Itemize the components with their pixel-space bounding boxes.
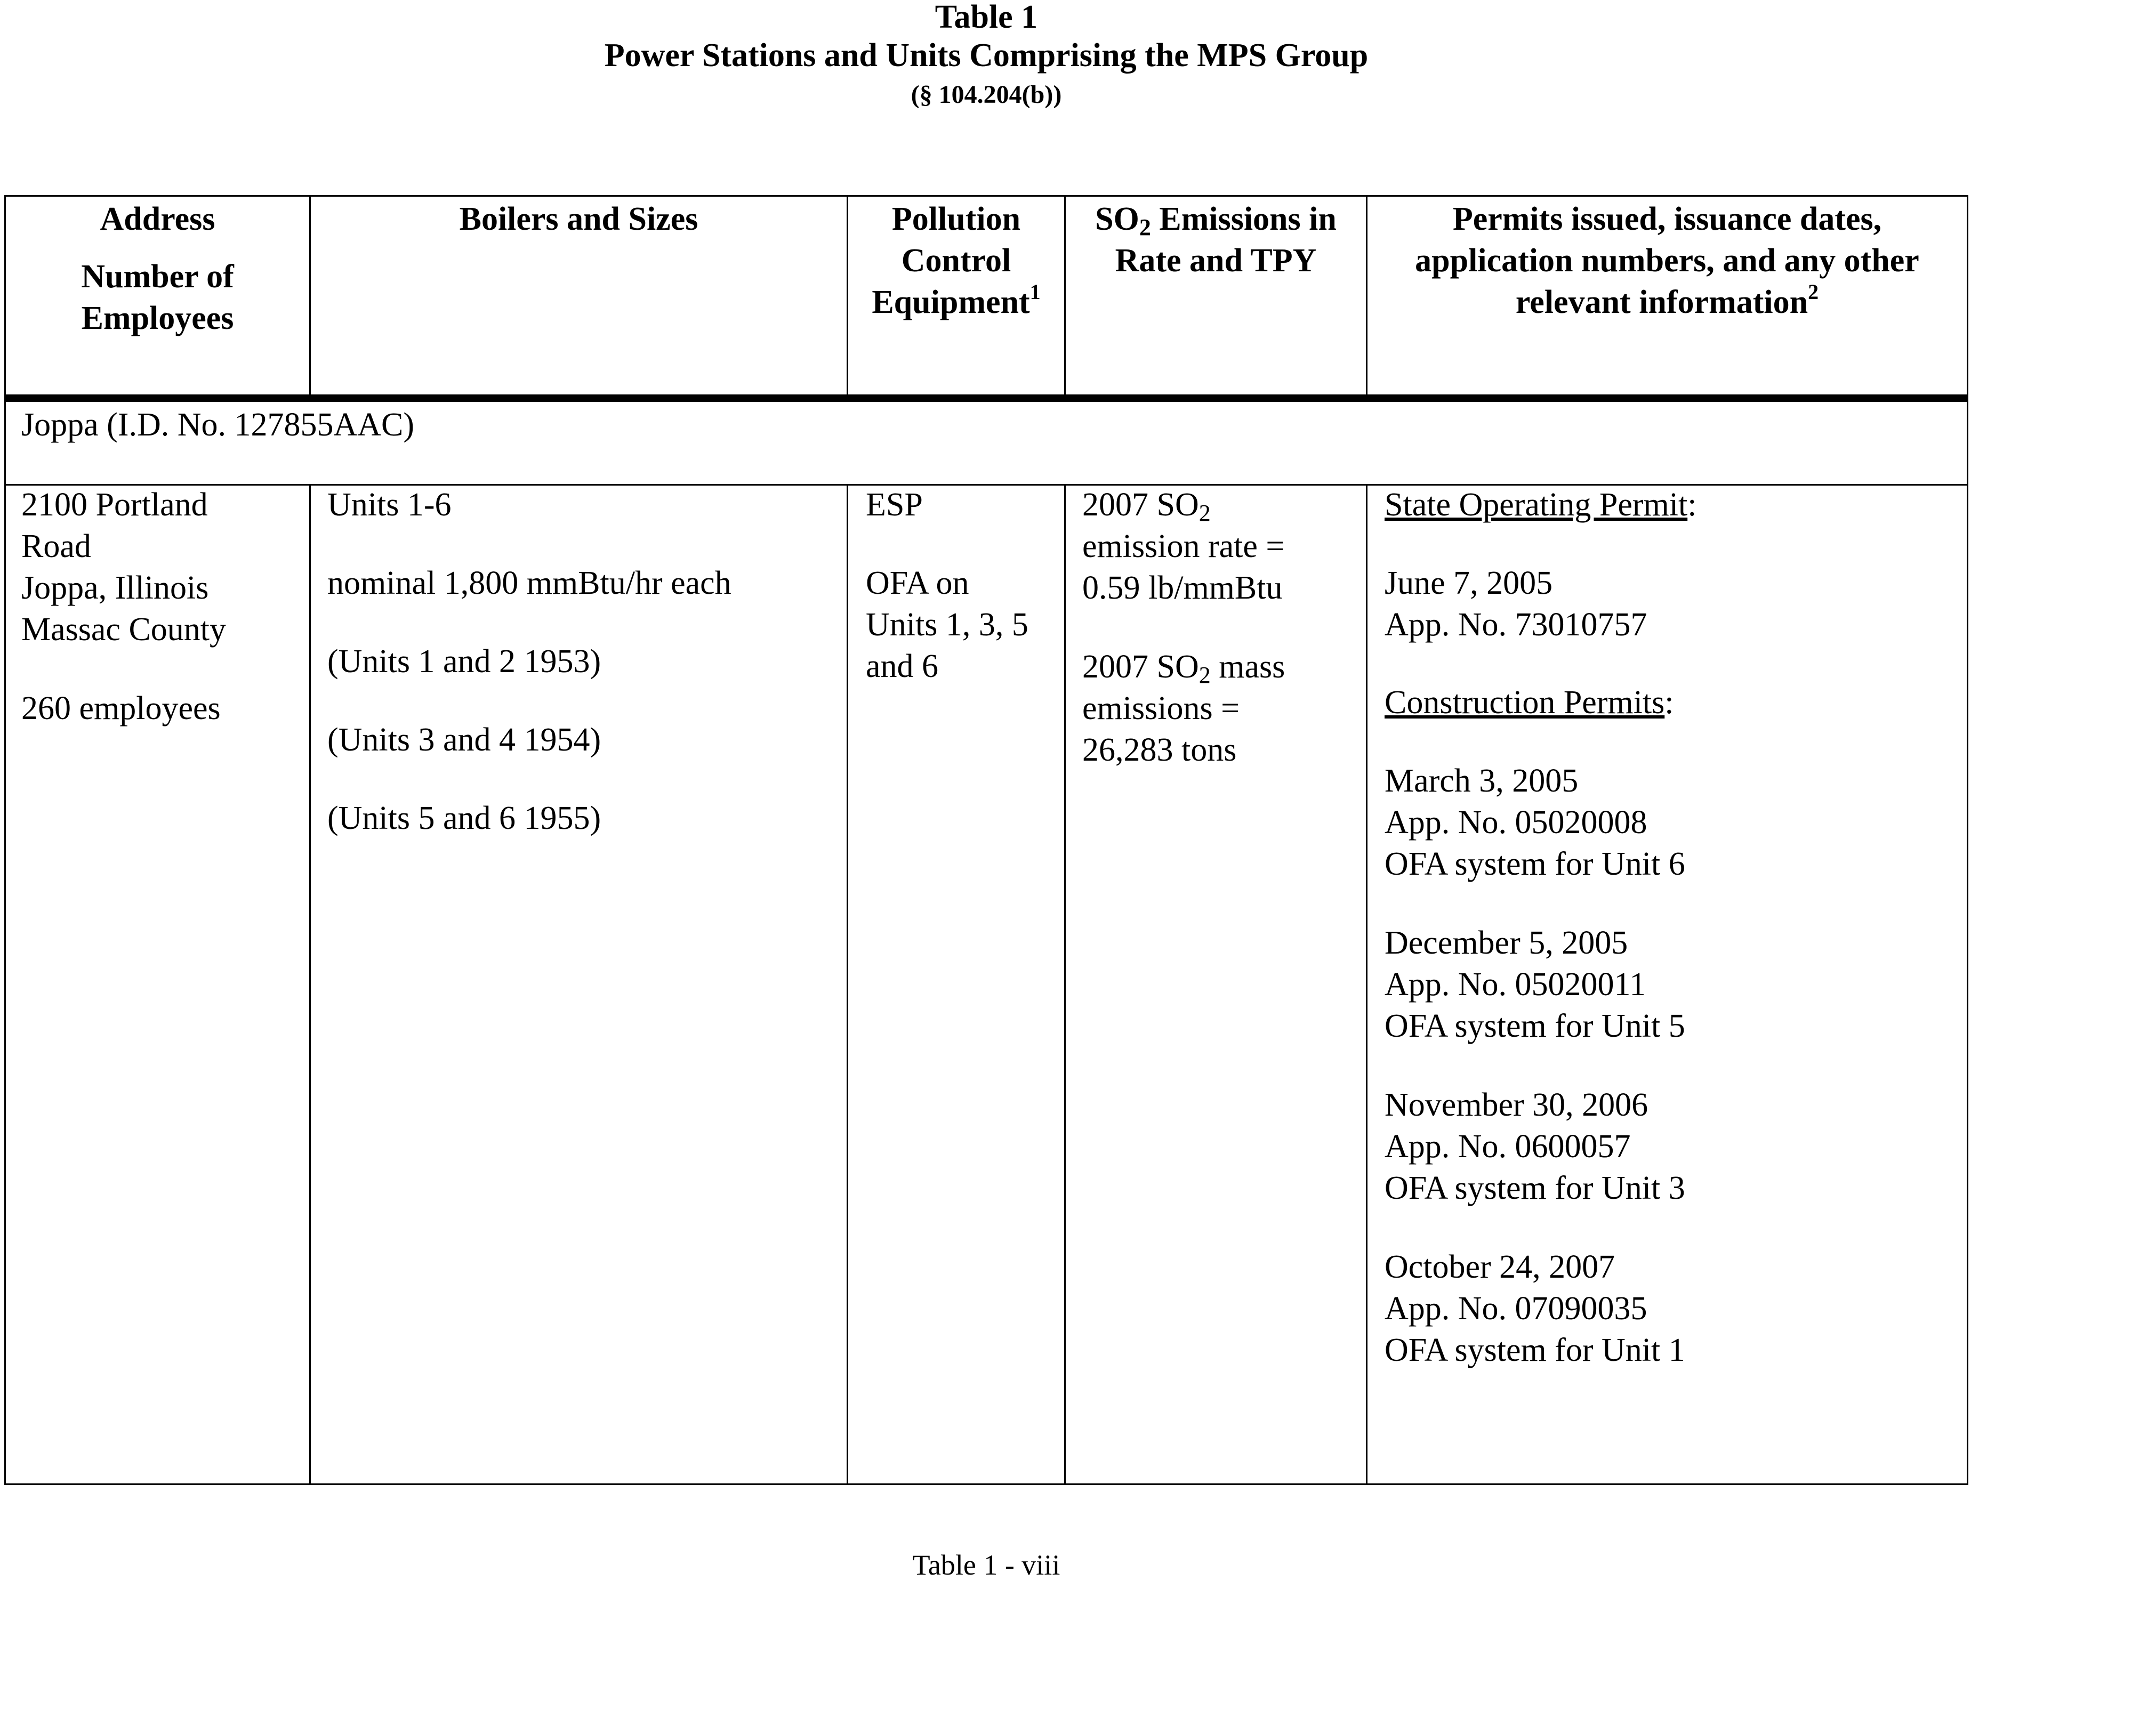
header-employees-label: Number of Employees (81, 259, 234, 336)
header-boilers-label: Boilers and Sizes (459, 201, 698, 237)
so2-mass-value: emissions = 26,283 tons (1082, 690, 1240, 768)
permit-state-label: State Operating Permit: (1385, 487, 1697, 523)
subscript: 2 (1198, 662, 1211, 688)
header-address-label: Address (100, 201, 215, 237)
employees-value: 260 employees (21, 690, 221, 727)
page-footer: Table 1 - viii (912, 1549, 1060, 1581)
header-boilers (311, 198, 847, 240)
column-divider (1064, 195, 1066, 1485)
permit-state-entry: June 7, 2005 App. No. 73010757 (1385, 565, 1647, 643)
so2-mass-prefix: 2007 SO (1082, 649, 1199, 685)
header-pollution-label: Pollution Control Equipment (872, 201, 1030, 320)
column-divider (309, 195, 311, 1485)
permit-entry: December 5, 2005 App. No. 05020011 OFA system for Unit 5 (1385, 925, 1685, 1044)
boilers-group: (Units 3 and 4 1954) (327, 722, 601, 758)
header-so2-prefix: SO (1095, 201, 1139, 237)
column-divider (1366, 195, 1367, 1485)
permit-entry: October 24, 2007 App. No. 07090035 OFA system for Unit 1 (1385, 1249, 1685, 1368)
address-text: 2100 Portland Road Joppa, Illinois Massac County (21, 487, 227, 648)
boilers-size: nominal 1,800 mmBtu/hr each (327, 565, 731, 601)
boilers-group: (Units 1 and 2 1953) (327, 643, 601, 680)
so2-rate-prefix: 2007 SO (1082, 487, 1199, 523)
subscript: 2 (1139, 214, 1151, 240)
permit-construction-label-text: Construction Permits (1385, 684, 1665, 721)
permit-state-label-text: State Operating Permit (1385, 487, 1688, 523)
subscript: 2 (1198, 500, 1211, 526)
table-subtitle: Power Stations and Units Comprising the MPS Group (604, 37, 1369, 74)
header-pollution (848, 198, 1064, 323)
permit-construction-label: Construction Permits: (1385, 684, 1674, 721)
column-divider (847, 195, 848, 1485)
so2-rate (1082, 484, 1359, 609)
so2-mass (1082, 646, 1359, 771)
header-rule (4, 394, 1968, 402)
header-permits-label: Permits issued, issuance dates, application numbers, and any other relevant information (1415, 201, 1919, 320)
pollution-item-ofa: OFA on Units 1, 3, 5 and 6 (866, 565, 1028, 684)
pollution-item-esp: ESP (866, 487, 923, 523)
boilers-units: Units 1-6 (327, 487, 452, 523)
header-so2-suffix: Emissions in Rate and TPY (1115, 201, 1337, 279)
section-reference: (§ 104.204(b)) (911, 80, 1062, 109)
footnote-marker: 2 (1808, 280, 1819, 304)
boilers-group: (Units 5 and 6 1955) (327, 800, 601, 836)
table-title: Table 1 (935, 0, 1038, 35)
permit-entry: March 3, 2005 App. No. 05020008 OFA system for Unit 6 (1385, 763, 1685, 882)
header-so2 (1066, 198, 1366, 281)
so2-rate-value: emission rate = 0.59 lb/mmBtu (1082, 528, 1285, 606)
footnote-marker: 1 (1029, 280, 1041, 304)
station-label: Joppa (I.D. No. 127855AAC) (21, 407, 415, 443)
header-permits (1367, 198, 1967, 323)
so2-mass-suffix: mass (1210, 649, 1285, 685)
header-address (6, 198, 309, 339)
permit-entry: November 30, 2006 App. No. 0600057 OFA system for Unit 3 (1385, 1087, 1685, 1206)
